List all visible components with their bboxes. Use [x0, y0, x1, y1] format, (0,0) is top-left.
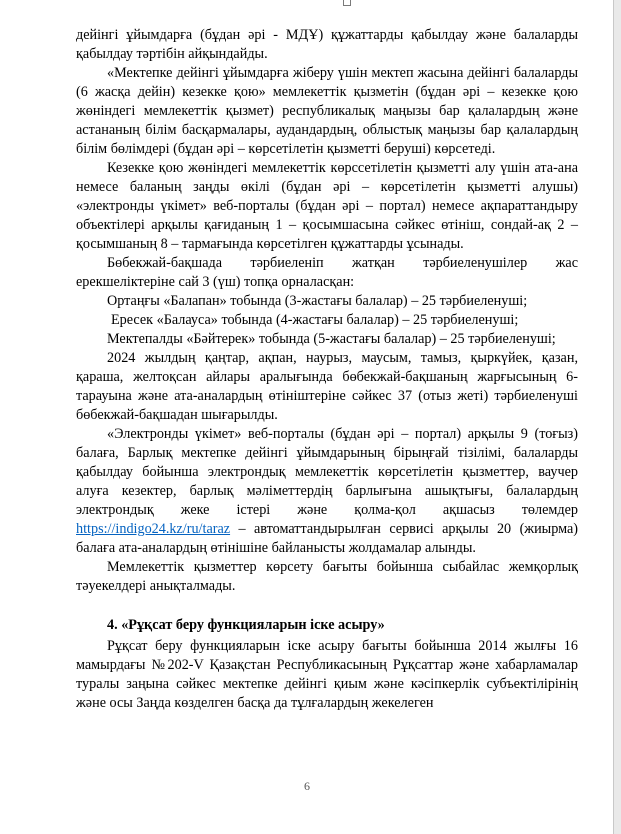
paragraph-3: Кезекке қою жөніндегі мемлекеттік көрссетілетін қызметті алу үшін ата-ана немесе баланың заңды өкілі (бұдан әрі – көрсетілетін қызметті алушы) «электронды үкімет» веб-порталы (бұдан әрі – портал) немесе ақпараттандыру объектілері арқылы қағиданың 1 – қосымшасына сәйкес өтініш, сондай-ақ 2 – қосымшаның 8 – тармағында көрсетілген құжаттарды ұсынады.	[76, 160, 578, 252]
ruler-handle-icon[interactable]	[343, 0, 351, 6]
paragraph-permit: Рұқсат беру функцияларын іске асыру бағыты бойынша 2014 жылғы 16 мамырдағы №202-V Қазақстан Республикасының Рұқсаттар және хабарламалар туралы заңына сәйкес мектепке дейінгі қиым және кәсіпкерлік субъектілірінің және осы Заңда көзделген басқа да тұлғалардың жекелеген	[76, 638, 578, 711]
paragraph-7: Мектепалды «Бәйтерек» тобында (5-жастағы балалар) – 25 тәрбиеленуші;	[107, 331, 556, 347]
paragraph-4: Бөбекжай-бақшада тәрбиеленіп жатқан тәрбиеленушілер жас ерекшеліктеріне сай 3 (үш) топқа орналасқан:	[76, 255, 578, 290]
paragraph-egov	[76, 425, 578, 558]
paragraph-8: 2024 жылдың қаңтар, ақпан, наурыз, маусым, тамыз, қыркүйек, қазан, қараша, желтоқсан айлары аралығында бөбекжай-бақшаның жарғысының 6-тарауына және ата-аналардың өтініштеріне сәйкес 37 (отыз жеті) тәрбиеленуші бөбекжай-бақшадан шығарылды.	[76, 350, 578, 423]
document-body	[76, 26, 578, 713]
paragraph-6: Ересек «Балауса» тобында (4-жастағы балалар) – 25 тәрбиеленуші;	[111, 312, 519, 328]
paragraph-1: дейінгі ұйымдарға (бұдан әрі - МДҰ) құжаттарды қабылдау және балаларды қабылдау тәртібін айқындайды.	[76, 27, 578, 62]
paragraph-2: «Мектепке дейінгі ұйымдарға жіберу үшін мектеп жасына дейінгі балаларды (6 жасқа дейін) кезекке қою» мемлекеттік қызметін (бұдан әрі – кезекке қою жөніндегі мемлекеттік қызмет) республикалық маңызы бар қалалардың және астананың білім басқармалары, аудандардың, облыстық маңызы бар қалалардың білім бөлімдері (бұдан әрі – көрсетілетін қызметті беруші) көрсетеді.	[76, 65, 578, 157]
paragraph-risk: Мемлекеттік қызметтер көрсету бағыты бойынша сыбайлас жемқорлық тәуекелдері анықталмады.	[76, 559, 578, 594]
indigo24-link[interactable]: https://indigo24.kz/ru/taraz	[76, 521, 231, 537]
egov-text-after: – автоматтандырылған сервисі арқылы 20 (жиырма) балаға ата-аналардың өтінішіне байланысты жолдамалар алынды.	[76, 521, 578, 556]
egov-text-before: «Электронды үкімет» веб-порталы (бұдан әрі – портал) арқылы 9 (тоғыз) балаға, Барлық мектепке дейінгі ұйымдарының бірыңғай тізілімі, балаларды қабылдау бойынша электрондық мемлекеттік көрсетілетін қызметтер, ваучер алуға кезектер, барлық мәліметтердің барлығына ашықтығы, балалардың электрондық жеке істері және қолма-қол ақшасыз төлемдер	[76, 426, 578, 518]
section-heading: 4. «Рұқсат беру функцияларын іске асыру»	[107, 617, 385, 633]
page-number: 6	[304, 779, 310, 793]
paragraph-5: Ортаңғы «Балапан» тобында (3-жастағы балалар) – 25 тәрбиеленуші;	[107, 293, 528, 309]
